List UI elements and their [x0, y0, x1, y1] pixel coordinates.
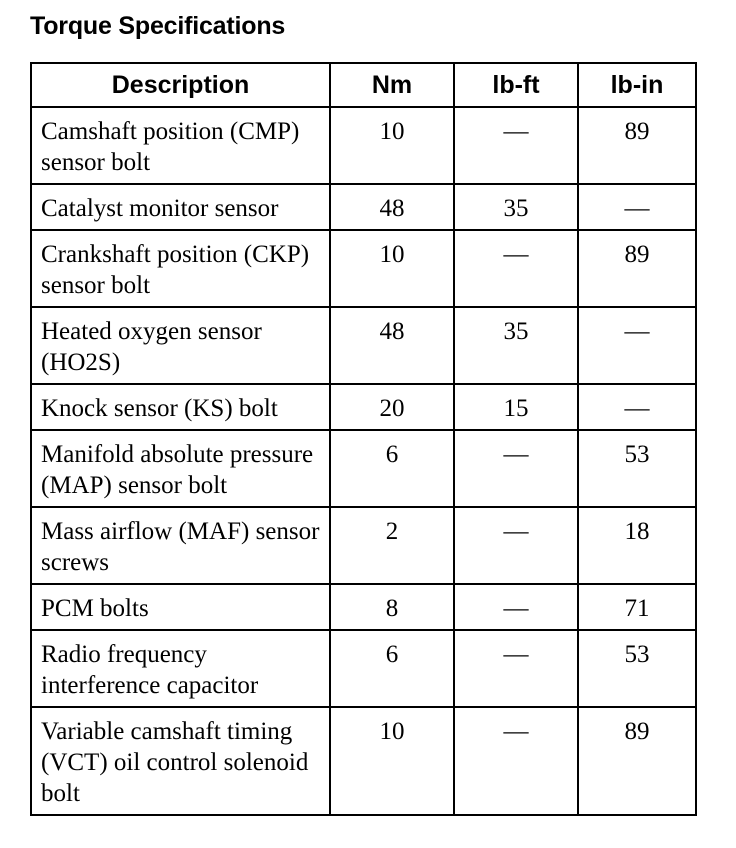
cell-lbin: —	[578, 307, 696, 384]
table-row	[31, 707, 696, 815]
table-header-row	[31, 63, 696, 107]
cell-nm: 10	[330, 107, 454, 184]
cell-lbft: 35	[454, 307, 578, 384]
header-lbin: lb-in	[578, 63, 696, 107]
cell-lbft: —	[454, 107, 578, 184]
cell-lbft: —	[454, 707, 578, 815]
cell-description: Heated oxygen sensor (HO2S)	[31, 307, 330, 384]
cell-lbin: —	[578, 184, 696, 230]
header-nm: Nm	[330, 63, 454, 107]
cell-description: Knock sensor (KS) bolt	[31, 384, 330, 430]
table-row	[31, 507, 696, 584]
cell-lbin: 18	[578, 507, 696, 584]
table-row	[31, 584, 696, 630]
cell-lbft: 15	[454, 384, 578, 430]
header-description: Description	[31, 63, 330, 107]
cell-nm: 8	[330, 584, 454, 630]
table-row	[31, 107, 696, 184]
header-lbft: lb-ft	[454, 63, 578, 107]
table-row	[31, 630, 696, 707]
cell-nm: 10	[330, 230, 454, 307]
cell-description: Variable camshaft timing (VCT) oil control solenoid bolt	[31, 707, 330, 815]
table-row	[31, 307, 696, 384]
cell-lbft: —	[454, 507, 578, 584]
cell-description: Catalyst monitor sensor	[31, 184, 330, 230]
cell-lbft: —	[454, 584, 578, 630]
cell-description: Radio frequency interference capacitor	[31, 630, 330, 707]
cell-nm: 48	[330, 184, 454, 230]
cell-nm: 48	[330, 307, 454, 384]
cell-description: Camshaft position (CMP) sensor bolt	[31, 107, 330, 184]
page-title: Torque Specifications	[30, 12, 286, 40]
cell-lbft: —	[454, 630, 578, 707]
table-row	[31, 184, 696, 230]
cell-lbft: —	[454, 230, 578, 307]
cell-description: Mass airflow (MAF) sensor screws	[31, 507, 330, 584]
cell-lbin: —	[578, 384, 696, 430]
cell-nm: 6	[330, 430, 454, 507]
cell-nm: 6	[330, 630, 454, 707]
cell-lbin: 71	[578, 584, 696, 630]
cell-nm: 10	[330, 707, 454, 815]
cell-lbft: —	[454, 430, 578, 507]
cell-lbin: 89	[578, 230, 696, 307]
cell-lbin: 53	[578, 430, 696, 507]
cell-description: PCM bolts	[31, 584, 330, 630]
cell-lbin: 89	[578, 707, 696, 815]
cell-lbin: 53	[578, 630, 696, 707]
cell-description: Manifold absolute pressure (MAP) sensor bolt	[31, 430, 330, 507]
cell-description: Crankshaft position (CKP) sensor bolt	[31, 230, 330, 307]
cell-nm: 2	[330, 507, 454, 584]
cell-lbin: 89	[578, 107, 696, 184]
table-row	[31, 430, 696, 507]
cell-lbft: 35	[454, 184, 578, 230]
torque-spec-table	[30, 62, 697, 816]
table-row	[31, 384, 696, 430]
table-row	[31, 230, 696, 307]
cell-nm: 20	[330, 384, 454, 430]
